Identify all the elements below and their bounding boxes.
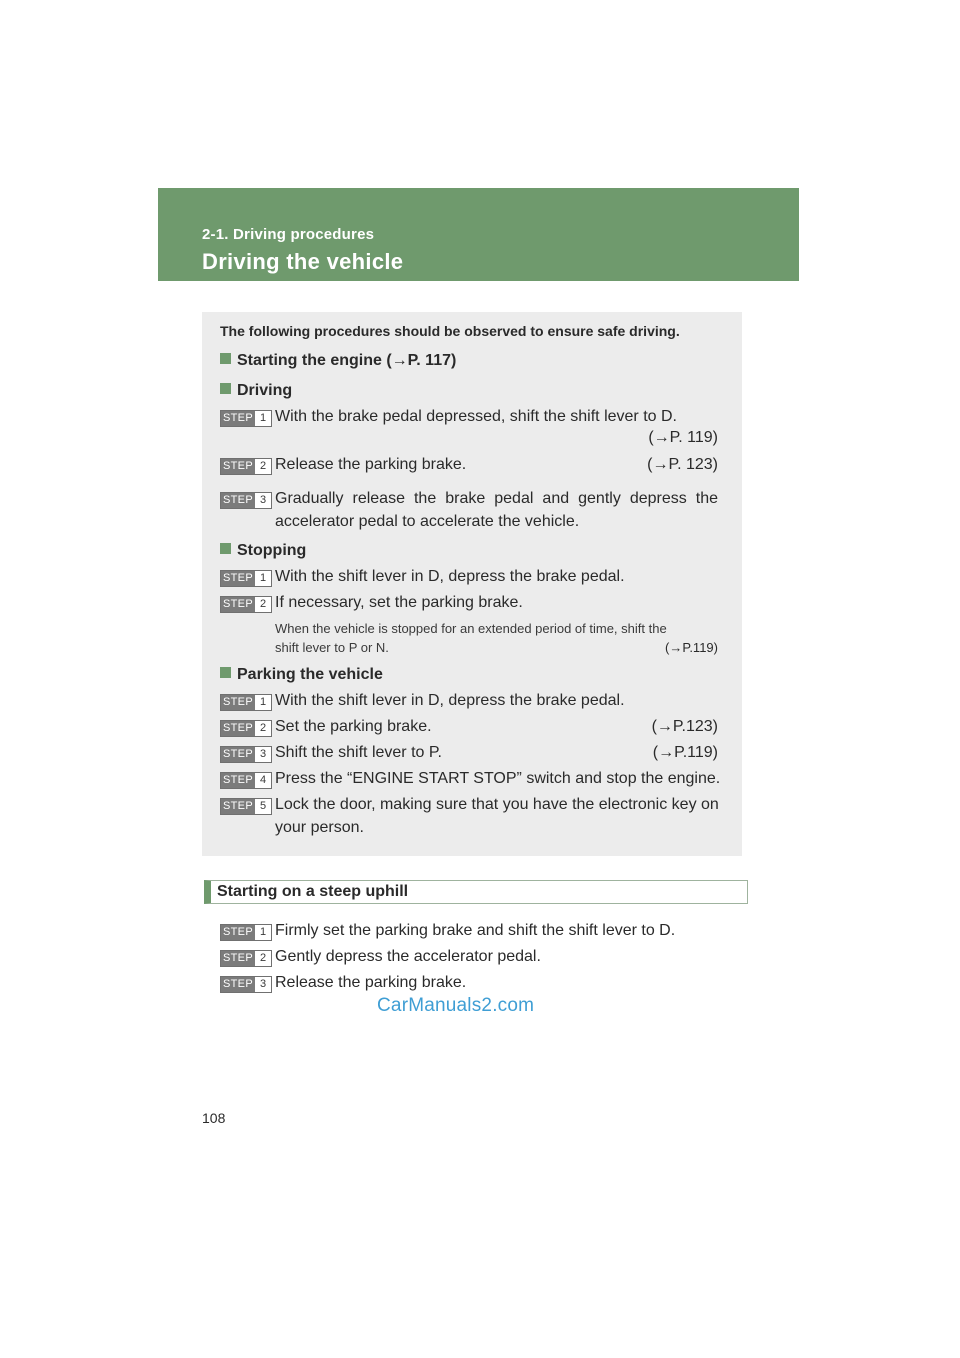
- subhead-starting-engine: [220, 352, 456, 370]
- step-text: Release the parking brake.: [275, 974, 467, 991]
- step-text: Lock the door, making sure that you have the electronic key on: [275, 796, 719, 813]
- step-text: If necessary, set the parking brake.: [275, 594, 523, 611]
- step-text: With the shift lever in D, depress the brake pedal.: [275, 568, 625, 585]
- step-text-continued: your person.: [275, 819, 364, 836]
- step-badge: STEP 2: [220, 458, 272, 475]
- procedures-panel: [202, 312, 742, 856]
- page-reference[interactable]: (→P. 119): [648, 429, 718, 446]
- step-text: Firmly set the parking brake and shift the shift lever to D.: [275, 922, 676, 939]
- subhead-label[interactable]: Starting the engine (→P. 117): [237, 352, 457, 369]
- subhead-parking: [220, 666, 383, 684]
- square-bullet-icon: [220, 353, 231, 364]
- uphill-section-header: [204, 880, 748, 904]
- step-text: Gently depress the accelerator pedal.: [275, 948, 541, 965]
- page-reference[interactable]: (→P.119): [665, 640, 718, 655]
- page-reference[interactable]: (→P.119): [652, 744, 718, 761]
- section-header: [158, 188, 799, 281]
- page-number: 108: [202, 1110, 226, 1126]
- note-text: When the vehicle is stopped for an extended period of time, shift the: [275, 621, 667, 636]
- step-text: With the shift lever in D, depress the brake pedal.: [275, 692, 625, 709]
- step-badge: STEP 3: [220, 492, 272, 509]
- step-badge: STEP 2: [220, 950, 272, 967]
- step-badge: STEP 1: [220, 694, 272, 711]
- step-badge: STEP 2: [220, 596, 272, 613]
- square-bullet-icon: [220, 383, 231, 394]
- uphill-title: Starting on a steep uphill: [217, 883, 409, 900]
- subhead-label: Driving: [237, 382, 293, 399]
- step-text: Shift the shift lever to P.: [275, 744, 442, 761]
- step-badge: STEP 3: [220, 976, 272, 993]
- step-badge: STEP 4: [220, 772, 272, 789]
- step-badge: STEP 5: [220, 798, 272, 815]
- subhead-stopping: [220, 542, 306, 560]
- watermark: CarManuals2.com: [377, 995, 535, 1016]
- step-text: With the brake pedal depressed, shift the shift lever to D.: [275, 408, 677, 425]
- step-text: Gradually release the brake pedal and gently depress the: [275, 490, 718, 507]
- step-text: Set the parking brake.: [275, 718, 432, 735]
- subhead-label: Stopping: [237, 542, 307, 559]
- page-reference[interactable]: (→P. 123): [647, 456, 718, 473]
- step-text: Press the “ENGINE START STOP” switch and stop the engine.: [275, 770, 721, 787]
- square-bullet-icon: [220, 543, 231, 554]
- section-label: 2-1. Driving procedures: [202, 226, 375, 243]
- page-reference[interactable]: (→P.123): [651, 718, 718, 735]
- step-badge: STEP 1: [220, 410, 272, 427]
- square-bullet-icon: [220, 667, 231, 678]
- step-badge: STEP 1: [220, 570, 272, 587]
- note-text-continued: shift lever to P or N.: [275, 640, 389, 655]
- step-text-continued: accelerator pedal to accelerate the vehicle.: [275, 513, 580, 530]
- subhead-driving: [220, 382, 292, 400]
- step-badge: STEP 2: [220, 720, 272, 737]
- step-text: Release the parking brake.: [275, 456, 467, 473]
- step-badge: STEP 1: [220, 924, 272, 941]
- page-title: Driving the vehicle: [202, 249, 404, 274]
- subhead-label: Parking the vehicle: [237, 666, 383, 683]
- intro-text: The following procedures should be observed to ensure safe driving.: [220, 323, 680, 339]
- step-badge: STEP 3: [220, 746, 272, 763]
